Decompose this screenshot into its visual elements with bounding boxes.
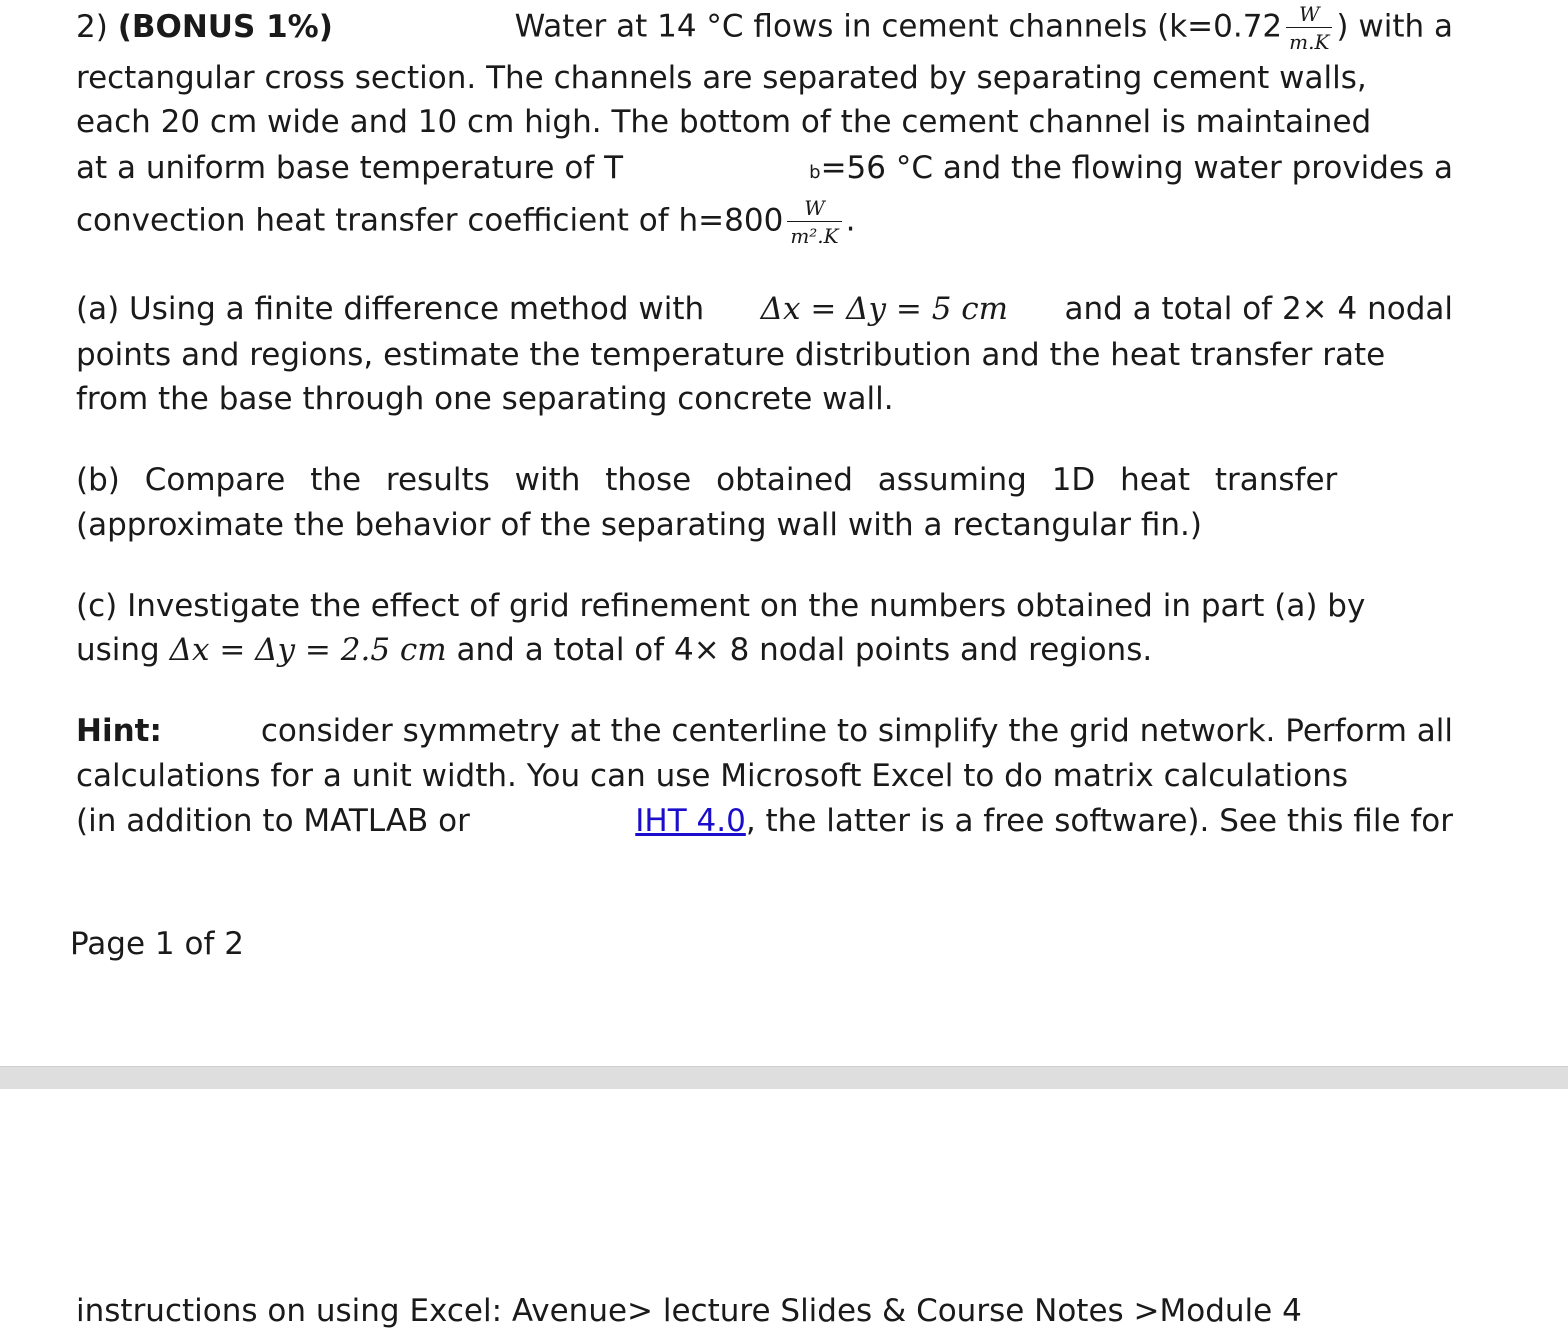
hint-line-3: (in addition to MATLAB or IHT 4.0, the latter is a free software). See this file for xyxy=(76,803,1453,839)
problem-line-1 xyxy=(76,4,1453,52)
page-separator xyxy=(0,1066,1568,1090)
hint-line-2: calculations for a unit width. You can use Microsoft Excel to do matrix calculations xyxy=(76,758,1349,794)
problem-line-3: each 20 cm wide and 10 cm high. The bottom of the cement channel is maintained xyxy=(76,104,1372,140)
part-c-line-2: using Δx = Δy = 2.5 cm and a total of 4× 8 nodal points and regions. xyxy=(76,632,1153,668)
part-b-line-1: (b) Compare the results with those obtained assuming 1D heat transfer xyxy=(76,462,1338,498)
problem-line-5: convection heat transfer coefficient of h=800 $\frac{W}{\text{m².K}}$ . xyxy=(76,196,856,248)
base-subscript: b xyxy=(809,162,821,183)
problem-number: 2) xyxy=(76,8,108,45)
part-a-line-2: points and regions, estimate the temperature distribution and the heat transfer rate xyxy=(76,337,1386,373)
hint-line-4: instructions on using Excel: Avenue> lecture Slides & Course Notes >Module 4 xyxy=(76,1293,1302,1329)
part-a-line-1: (a) Using a finite difference method with Δx = Δy = 5 cm and a total of 2× 4 nodal xyxy=(76,291,1453,327)
grid-spacing-c: Δx = Δy = 2.5 cm xyxy=(169,632,447,668)
iht-link[interactable]: IHT 4.0 xyxy=(635,803,746,839)
grid-spacing-a: Δx = Δy = 5 cm xyxy=(760,291,1009,327)
part-c-line-1: (c) Investigate the effect of grid refinement on the numbers obtained in part (a) by xyxy=(76,588,1366,624)
part-a-line-3: from the base through one separating concrete wall. xyxy=(76,381,894,417)
problem-line-4: at a uniform base temperature of T b=56 °C and the flowing water provides a xyxy=(76,150,1453,186)
document-page-2 xyxy=(0,1089,1568,1340)
problem-line-1-text: Water at 14 °C flows in cement channels (k=0.72 $\frac{W}{m.K}$ ) with a xyxy=(514,2,1453,54)
hint-line-1: Hint: consider symmetry at the centerline to simplify the grid network. Perform all xyxy=(76,713,1453,749)
part-b-line-2: (approximate the behavior of the separating wall with a rectangular fin.) xyxy=(76,507,1202,543)
page-number: Page 1 of 2 xyxy=(70,926,244,962)
conductivity-unit-fraction: $\frac{W}{m.K}$ xyxy=(1286,4,1332,52)
problem-line-2: rectangular cross section. The channels are separated by separating cement walls, xyxy=(76,60,1367,96)
h-unit-fraction: $\frac{W}{\text{m².K}}$ xyxy=(787,198,841,246)
hint-label: Hint: xyxy=(76,713,162,749)
bonus-label: (BONUS 1%) xyxy=(117,8,333,45)
